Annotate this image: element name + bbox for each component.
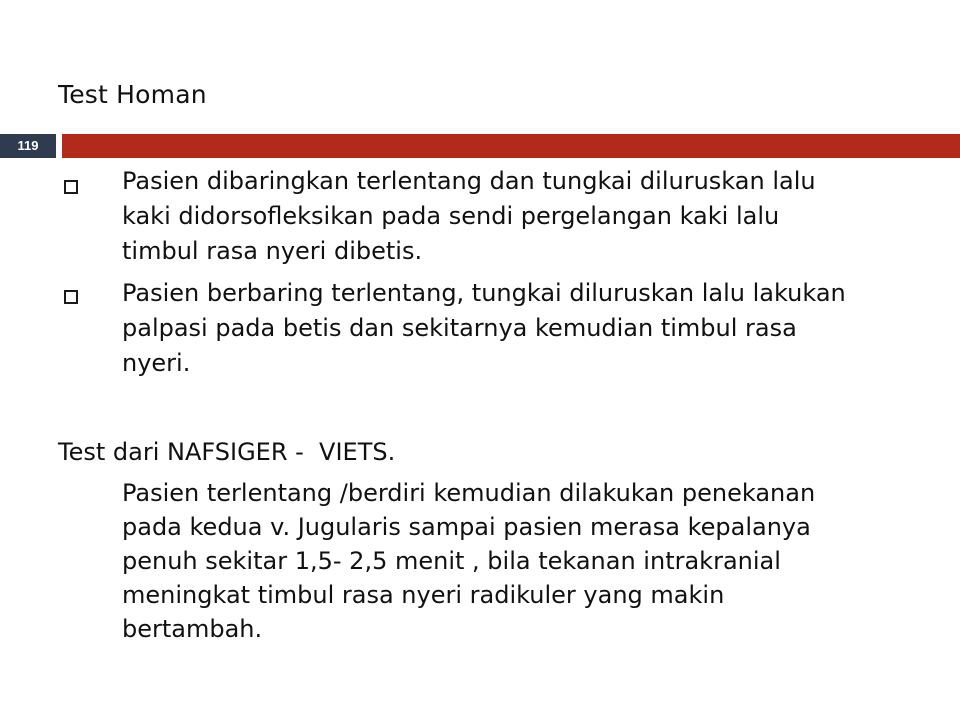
bullet-text: Pasien berbaring terlentang, tungkai diluruskan lalu lakukan palpasi pada betis dan sekitarnya kemudian timbul rasa nyeri. [122,279,846,377]
accent-bar [62,134,960,158]
page-number-badge: 119 [0,134,56,158]
bullet-text: Pasien dibaringkan terlentang dan tungkai diluruskan lalu kaki didorsofleksikan pada sendi pergelangan kaki lalu timbul rasa nyeri dibetis. [122,167,816,265]
section-paragraph: Pasien terlentang /berdiri kemudian dilakukan penekanan pada kedua v. Jugularis sampai pasien merasa kepalanya penuh sekitar 1,5- 2,5 menit , bila tekanan intrakranial meningkat timbul rasa nyeri radikuler yang makin bertambah. [122,479,816,643]
square-bullet-icon [64,180,78,194]
slide-title: Test Homan [58,80,207,109]
square-bullet-icon [64,290,78,304]
section-heading: Test dari NAFSIGER - VIETS. [58,438,396,466]
